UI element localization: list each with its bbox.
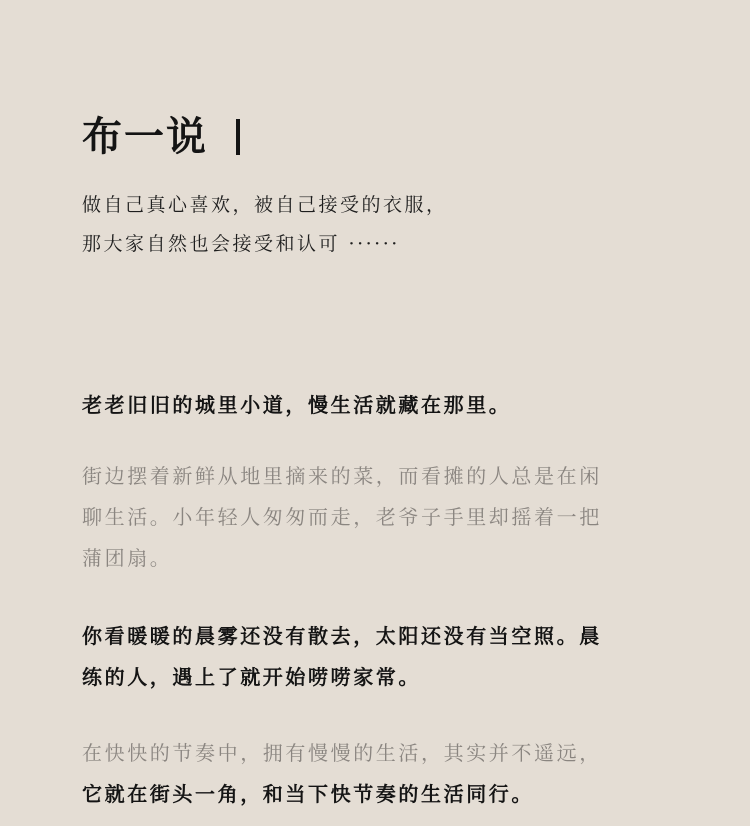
subtitle-line-2: 那大家自然也会接受和认可 ······ xyxy=(82,233,400,255)
paragraph-2-line-2: 聊生活。小年轻人匆匆而走，老爷子手里却摇着一把 xyxy=(82,505,602,529)
paragraph-3-line-1: 你看暖暖的晨雾还没有散去，太阳还没有当空照。晨 xyxy=(82,624,602,648)
paragraph-4-line-2: 它就在街头一角，和当下快节奏的生活同行。 xyxy=(82,782,534,806)
paragraph-3-line-2: 练的人，遇上了就开始唠唠家常。 xyxy=(82,665,421,689)
page-title: 布一说 xyxy=(82,113,208,160)
paragraph-2-line-1: 街边摆着新鲜从地里摘来的菜，而看摊的人总是在闲 xyxy=(82,464,602,488)
title-row xyxy=(82,112,240,162)
paragraph-4-line-1: 在快快的节奏中，拥有慢慢的生活，其实并不遥远， xyxy=(82,741,602,765)
title-divider-bar xyxy=(236,119,240,155)
paragraph-2-line-3: 蒲团扇。 xyxy=(82,546,173,570)
subtitle-line-1: 做自己真心喜欢，被自己接受的衣服， xyxy=(82,194,448,216)
paragraph-1: 老老旧旧的城里小道，慢生活就藏在那里。 xyxy=(82,393,512,417)
